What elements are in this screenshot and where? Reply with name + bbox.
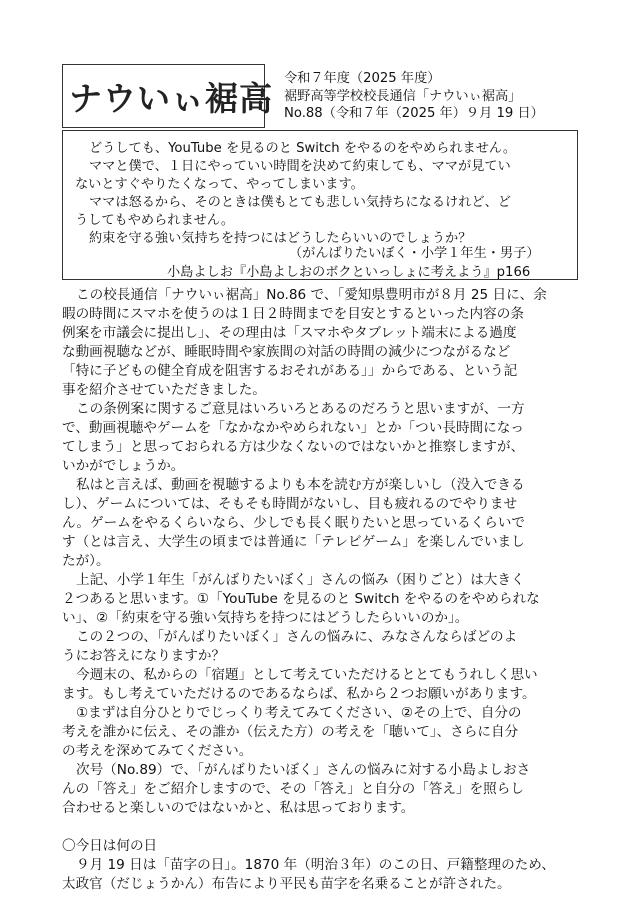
section-heading: 〇今日は何の日: [62, 838, 158, 854]
body-line: ２つあると思います。①「YouTube を見るのと Switch をやるのをやめられな: [62, 591, 540, 607]
body-line: てしまう」と思っておられる方は少なくないのではないかと推察しますが、: [62, 439, 525, 455]
body-line: 事を紹介させていただきました。: [62, 382, 266, 398]
body-line: 「特に子どもの健全育成を阻害するおそれがある」」からである、という記: [62, 363, 518, 379]
quote-line: ないとすぐやりたくなって、やってしまいます。: [75, 177, 364, 192]
body-line: 次号（No.89）で、「がんばりたいぼく」さんの悩みに対する小島よしおさ: [76, 762, 531, 778]
quote-box: [62, 130, 578, 280]
body-line: の考えを深めてみてください。: [62, 743, 253, 759]
header-info: [284, 70, 544, 123]
body-line: たが）。: [62, 553, 110, 569]
newsletter-header: [62, 64, 578, 130]
body-line: ①まずは自分ひとりでじっくり考えてみてください、②その上で、自分の: [76, 705, 522, 721]
body-line: す（とは言え、大学生の頃までは普通に「テレビゲーム」を楽しんでいまし: [62, 534, 525, 550]
quote-line: 約束を守る強い気持ちを持つにはどうしたらいいのでしょうか？: [89, 231, 472, 246]
body-line: ９月 19 日は「苗字の日」。1870 年（明治３年）のこの日、戸籍整理のため、: [76, 857, 555, 873]
body-line: 暇の時間にスマホを使うのは１日２時間までを目安とするといった内容の条: [62, 306, 524, 322]
body-line: 今週末の、私からの「宿題」として考えていただけるととてもうれしく思い: [76, 667, 538, 683]
body-line: いかがでしょうか。: [62, 458, 185, 474]
body-line: 例案を市議会に提出し」、その理由は「スマホやタブレット端末による過度: [62, 325, 517, 341]
quote-line: ママは怒るから、そのときは僕もとても悲しい気持ちになるけれど、ど: [89, 195, 511, 210]
body-line: ます。もし考えていただけるのであるならば、私から２つお願いがあります。: [62, 686, 536, 702]
body-line: し）、ゲームについては、そもそも時間がないし、目も疲れるのでやりませ: [62, 496, 518, 512]
publication-title-line: 裾野高等学校校長通信「ナウいぃ裾高」: [284, 88, 522, 104]
body-line: 太政官（だじょうかん）布告により平民も苗字を名乗ることが許された。: [62, 876, 511, 892]
body-line: ん。ゲームをやるくらいなら、少しでも長く眠りたいと思っているくらいで: [62, 515, 526, 531]
body-line: 合わせると楽しいのではないかと、私は思っております。: [62, 800, 415, 816]
issue-date-line: No.88（令和７年（2025 年）９月 19 日）: [284, 106, 544, 121]
body-line: この２つの、「がんばりたいぼく」さんの悩みに、みなさんならばどのよ: [76, 629, 518, 645]
body-line: んの「答え」をご紹介しますので、その「答え」と自分の「答え」を照らし: [62, 781, 524, 797]
newsletter-logo: ナウいぃ裾高: [69, 79, 273, 118]
quote-line: どうしても、YouTube を見るのと Switch をやるのをやめられません。: [89, 141, 517, 156]
logo-box: [62, 64, 273, 128]
body-line: い」、②「約束を守る強い気持ちを持つにはどうしたらいいのか」。: [62, 610, 469, 626]
fiscal-year-line: 令和７年度（2025 年度）: [284, 71, 441, 86]
quote-line: ママと僕で、１日にやっていい時間を決めて約束しても、ママが見てい: [89, 159, 511, 174]
body-line: 考えを誰かに伝え、その誰か（伝えた方）の考えを「聴いて」、さらに自分: [62, 724, 519, 740]
quote-source: 小島よしお『小島よしおのボクといっしょに考えよう』p166: [167, 265, 531, 280]
quote-line: うしてもやめられません。: [75, 213, 235, 228]
body-line: 私はと言えば、動画を視聴するよりも本を読む方が楽しいし（没入できる: [76, 477, 525, 493]
body-line: この校長通信「ナウいぃ裾高」No.86 で、「愛知県豊明市が８月 25 日に、余: [76, 287, 547, 303]
body-line: この条例案に関するご意見はいろいろとあるのだろうと思いますが、一方: [76, 401, 525, 417]
body-line: うにお答えになりますか？: [62, 648, 226, 664]
body-line: 上記、小学１年生「がんばりたいぼく」さんの悩み（困りごと）は大きく: [76, 572, 525, 588]
body-line: な動画視聴などが、睡眠時間や家族間の対話の時間の減少につながるなど: [62, 344, 511, 360]
body-line: で、動画視聴やゲームを「なかなかやめられない」とか「つい長時間になっ: [62, 420, 524, 436]
quote-attribution: （がんばりたいぼく・小学１年生・男子）: [289, 246, 540, 261]
